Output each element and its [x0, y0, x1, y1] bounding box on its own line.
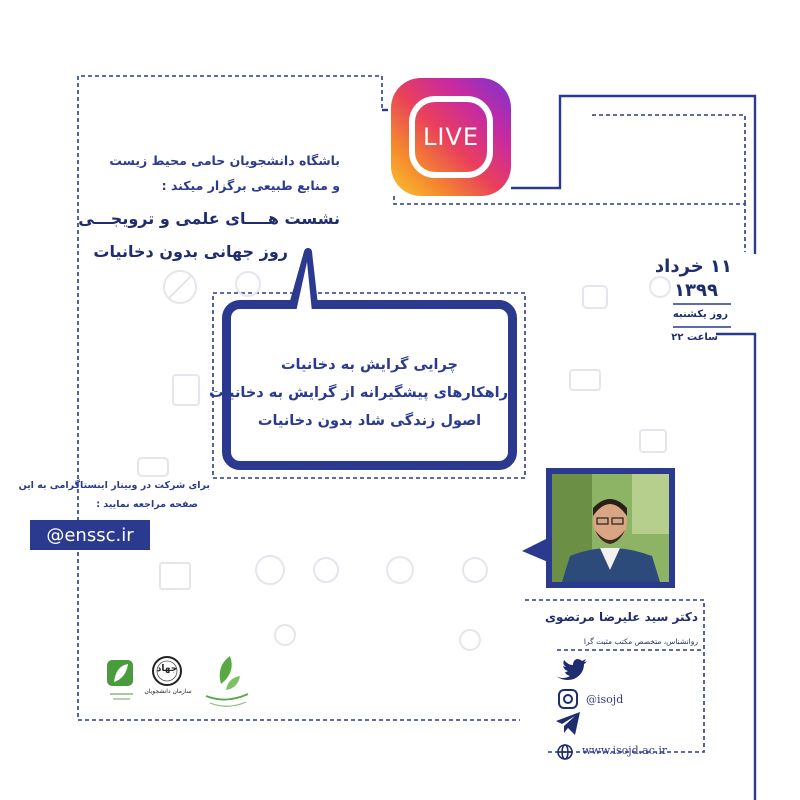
topic-item-1: چرایی گرایش به دخانیات	[280, 357, 459, 373]
organizer-line-1: باشگاه دانشجویان حامی محیط زیست	[109, 153, 340, 168]
telegram-icon	[556, 712, 580, 735]
topics-list	[209, 351, 508, 435]
speaker-portrait	[552, 474, 669, 582]
website-link[interactable]: www.isojd.ac.ir	[582, 744, 668, 757]
instagram-icon	[559, 690, 577, 708]
speaker-photo	[546, 468, 675, 588]
live-badge-frame	[409, 96, 493, 178]
date-weekday: روز یکشنبه	[672, 309, 728, 320]
topics-bubble	[209, 300, 517, 470]
topic-item-3: اصول زندگی شاد بدون دخانیات	[257, 413, 482, 429]
date-time: ساعت ۲۲	[671, 332, 718, 343]
live-label: LIVE	[422, 123, 480, 151]
social-handle[interactable]: @isojd	[586, 693, 624, 706]
speaker-name: دکتر سید علیرضا مرتضوی	[545, 610, 698, 624]
leaf-logo-left	[107, 660, 133, 699]
jihad-logo-label: جهاد	[156, 664, 178, 674]
cta-line-2: صفحه مراجعه نمایید :	[96, 499, 198, 510]
twitter-icon	[556, 659, 587, 680]
event-title: نشست هــــای علمی و ترویجـــی	[78, 209, 340, 228]
date-day-month: ۱۱ خرداد	[654, 256, 732, 277]
cta-line-1: برای شرکت در وبینار اینستاگرامی به این	[18, 480, 210, 491]
topic-item-2: راهکارهای پیشگیرانه از گرایش به دخانیات	[209, 385, 508, 401]
live-badge	[391, 78, 511, 196]
globe-icon	[558, 745, 572, 759]
organizer-line-2: و منابع طبیعی برگزار میکند :	[161, 178, 340, 193]
instagram-handle[interactable]: @enssc.ir	[30, 520, 150, 550]
date-year: ۱۳۹۹	[674, 280, 718, 301]
jihad-logo-caption: سازمان دانشجویان	[144, 688, 192, 695]
event-subtitle: روز جهانی بدون دخانیات	[93, 242, 288, 261]
speaker-role: روانشناس، متخصص مکتب مثبت گرا	[583, 637, 698, 646]
leaf-logo-right	[206, 656, 248, 706]
